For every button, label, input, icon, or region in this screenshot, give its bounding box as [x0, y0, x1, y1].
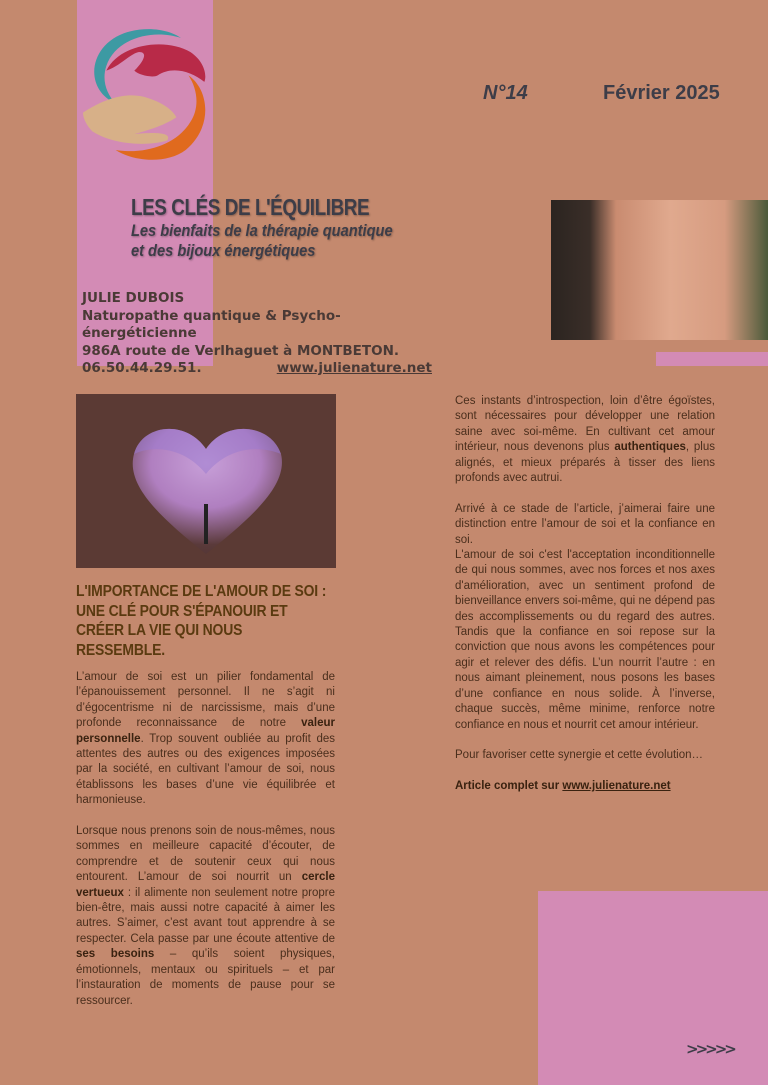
next-page-chevrons-icon[interactable]: >>>>>	[686, 1040, 734, 1058]
article-link[interactable]: www.julienature.net	[562, 780, 671, 793]
contact-block	[82, 290, 432, 378]
article-heading: L'IMPORTANCE DE L'AMOUR DE SOI : UNE CLÉ POUR S'ÉPANOUIR ET CRÉER LA VIE QUI NOUS RESSEMBLE.	[76, 583, 327, 659]
contact-name: JULIE DUBOIS	[82, 290, 185, 306]
article-column-right	[455, 394, 715, 810]
article-paragraph: L'amour de soi c'est l'acceptation inconditionnelle de qui nous sommes, avec nos forces et nos axes d'amélioration, avec un sentiment profond de bienveillance envers soi-même, qui ne dépend pas des accomplissements ou du regard des autres. Tandis que la confiance en soi repose sur la conviction que nous avons les compétences pour agir et relever des défis. L’un nourrit l’autre : en nous aimant pleinement, nous posons les bases d’une confiance en nous solide. À l’inverse, chaque succès, même minime, renforce notre confiance en nous et nourrit cet amour intérieur.	[455, 549, 715, 731]
subtitle-line: Les bienfaits de la thérapie quantique	[131, 221, 393, 240]
text: – qu’ils soient physiques, émotionnels, mentaux ou spirituels – et par l’instauration de moments de pause pour se ressourcer.	[76, 948, 335, 1007]
article-paragraph	[76, 824, 335, 1009]
emphasis: valeur personnelle	[76, 717, 335, 745]
emphasis: cercle vertueux	[76, 871, 335, 899]
text: Lorsque nous prenons soin de nous-mêmes, nous sommes en meilleure capacité d’écouter, de comprendre et de soutenir ceux qui nous entourent. L’amour de soi nourrit un	[76, 825, 335, 884]
emphasis: authentiques	[614, 441, 686, 454]
text: , plus alignés, et mieux préparés à tisser des liens profonds avec autrui.	[455, 441, 715, 485]
text: : il alimente non seulement notre propre bien-être, mais aussi notre capacité à aimer les autres. S’aimer, c’est avant tout apprendre à se respecter. Cela passe par une écoute attentive de	[76, 886, 335, 945]
article-column-left	[76, 670, 335, 1009]
article-paragraph: Arrivé à ce stade de l’article, j’aimerai faire une distinction entre l’amour de soi et la confiance en soi.	[455, 502, 715, 546]
article-paragraph	[455, 394, 715, 486]
newsletter-subtitle	[131, 221, 393, 261]
website-link[interactable]: www.julienature.net	[276, 360, 432, 376]
emphasis: ses besoins	[76, 948, 155, 961]
subtitle-line: et des bijoux énergétiques	[131, 241, 316, 260]
text: . Trop souvent oubliée au profit des attentes des autres ou des exigences imposées par la société, en cultivant l’amour de soi, nous établissons les bases d’une vie équilibrée et harmonieuse.	[76, 732, 335, 807]
article-cta	[455, 779, 715, 794]
contact-phone: 06.50.44.29.51.	[82, 360, 202, 376]
newsletter-title: LES CLÉS DE L'ÉQUILIBRE	[131, 194, 370, 220]
issue-number: N°14	[483, 82, 528, 104]
logo-icon	[78, 24, 214, 164]
heart-cave-photo	[76, 394, 336, 568]
contact-role: Naturopathe quantique & Psycho-énergéticienne	[82, 307, 341, 341]
text: Ces instants d’introspection, loin d’être égoïstes, sont nécessaires pour développer une relation saine avec soi-même. En cultivant cet amour intérieur, nous devenons plus	[455, 395, 715, 454]
text: L’amour de soi est un pilier fondamental de l’épanouissement personnel. Il ne s’agit ni d’égocentrisme ni de narcissisme, mais d’une profonde reconnaissance de notre	[76, 671, 335, 730]
issue-date: Février 2025	[603, 82, 720, 104]
article-left-flow	[76, 582, 335, 1024]
contact-address: 986A route de Verlhaguet à MONTBETON.	[82, 342, 400, 359]
pink-accent-bar	[656, 352, 768, 366]
cta-label: Article complet sur	[455, 780, 563, 793]
article-paragraph	[76, 670, 335, 809]
portrait-photo	[551, 200, 768, 340]
article-paragraph: Pour favoriser cette synergie et cette évolution…	[455, 749, 704, 762]
